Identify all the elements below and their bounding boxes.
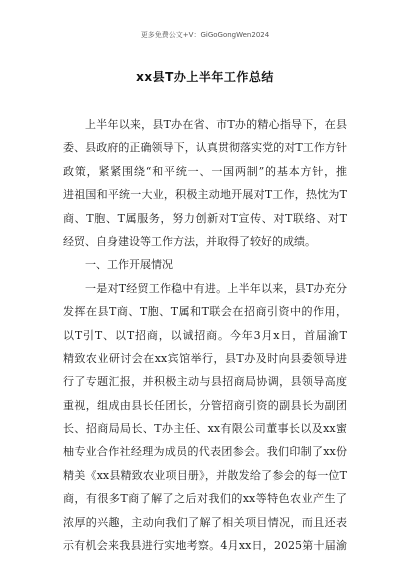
paragraph-line: 浓厚的兴趣，主动向我们了解了相关项目情况，而且还表	[63, 515, 347, 529]
paragraph-line: 以T引T、以T招商，以诚招商。今年3月x日，首届渝T	[63, 328, 347, 342]
paragraph-line: 精致农业研讨会在xx宾馆举行，县T办及时向县委领导进	[63, 351, 347, 365]
paragraph-line: 长、招商局局长、T办主任、xx有限公司董事长以及xx蜜	[63, 422, 347, 436]
paragraph-line: 重视，组成由县长任团长，分管招商引资的副县长为副团	[63, 398, 347, 412]
document-body	[63, 113, 347, 557]
paragraph-line: 发挥在县T商、T胞、T属和T联会在招商引资中的作用，	[63, 305, 347, 319]
paragraph-line: 一、工作开展情况	[85, 258, 173, 272]
paragraph-line: 政策，紧紧围绕“和平统一、一国两制”的基本方针，推	[63, 164, 347, 178]
paragraph-line: 行了专题汇报，并积极主动与县招商局协调，县领导高度	[63, 375, 347, 389]
paragraph-line: 商，有很多T商了解了之后对我们的xx等特色农业产生了	[63, 492, 347, 506]
paragraph-line: 一是对T经贸工作稳中有进。上半年以来，县T办充分	[85, 281, 347, 295]
document-title: xx县T办上半年工作总结	[136, 70, 274, 84]
paragraph-line: 委、县政府的正确领导下，认真贯彻落实党的对T工作方针	[63, 141, 347, 155]
paragraph-line: 示有机会来我县进行实地考察。4月xx日，2025第十届渝	[63, 539, 347, 553]
paragraph-line: 商、T胞、T属服务，努力创新对T宣传、对T联络、对T	[63, 211, 347, 225]
paragraph-line: 进祖国和平统一大业，积极主动地开展对T工作，热忱为T	[63, 188, 347, 202]
paragraph-line: 经贸、自身建设等工作方法，并取得了较好的成绩。	[63, 234, 316, 248]
paragraph-line: 上半年以来，县T办在省、市T办的精心指导下，在县	[85, 118, 347, 131]
header-note: 更多免费公文+V：GiGoGongWen2024	[140, 31, 270, 39]
paragraph-line: 精美《xx县精致农业项目册》，并散发给了参会的每一位T	[63, 468, 347, 482]
paragraph-line: 柚专业合作社经理为成员的代表团参会。我们印制了xx份	[63, 445, 347, 459]
